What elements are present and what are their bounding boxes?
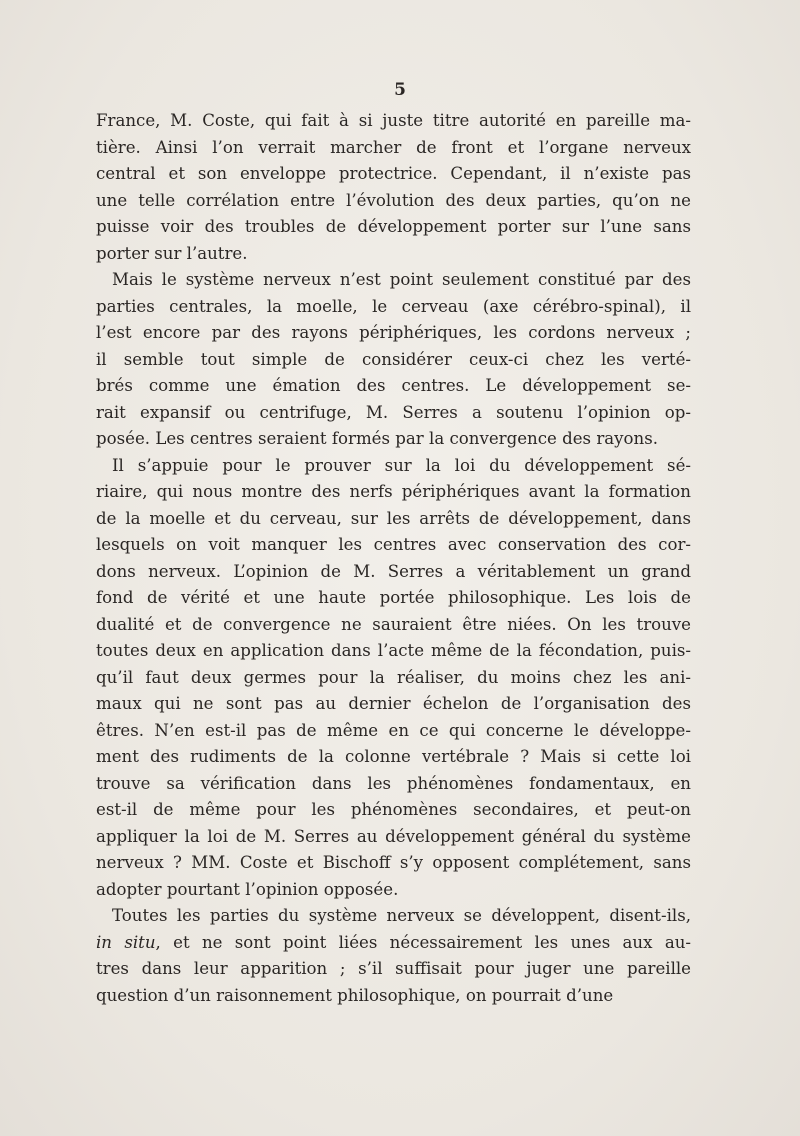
body-text (96, 108, 691, 1009)
text-line: lesquels on voit manquer les centres avec conservation des cor- (96, 535, 691, 554)
text-line: l’est encore par des rayons périphériques, les cordons nerveux ; (96, 323, 691, 342)
text-line: trouve sa vérification dans les phénomènes fondamentaux, en (96, 773, 691, 793)
text-line: adopter pourtant l’opinion opposée. (96, 879, 399, 899)
text-line: tière. Ainsi l’on verrait marcher de front et l’organe nerveux (96, 137, 691, 157)
text-line: dons nerveux. L’opinion de M. Serres a véritablement un grand (96, 561, 691, 581)
text-line: une telle corrélation entre l’évolution des deux parties, qu’on ne (96, 190, 691, 210)
text-line: de la moelle et du cerveau, sur les arrêts de développement, dans (96, 508, 691, 528)
text-line: parties centrales, la moelle, le cerveau (axe cérébro-spinal), il (96, 296, 691, 316)
text-line: appliquer la loi de M. Serres au développement général du système (96, 826, 691, 846)
text-line: Il s’appuie pour le prouver sur la loi du développement sé- (112, 455, 691, 475)
text-line: fond de vérité et une haute portée philosophique. Les lois de (96, 588, 691, 607)
text-line: Mais le système nerveux n’est point seulement constitué par des (112, 270, 691, 289)
text-line: maux qui ne sont pas au dernier échelon de l’organisation des (96, 694, 691, 713)
text-line: riaire, qui nous montre des nerfs périphériques avant la formation (96, 482, 691, 501)
text-line: central et son enveloppe protectrice. Cependant, il n’existe pas (96, 164, 691, 183)
text-line: in situ, et ne sont point liées nécessairement les unes aux au- (96, 932, 692, 952)
text-line: puisse voir des troubles de développement porter sur l’une sans (96, 217, 691, 236)
text-line: tres dans leur apparition ; s’il suffisait pour juger une pareille (96, 959, 691, 978)
text-line: France, M. Coste, qui fait à si juste titre autorité en pareille ma- (96, 111, 691, 130)
text-line: porter sur l’autre. (96, 243, 248, 263)
text-line: rait expansif ou centrifuge, M. Serres a soutenu l’opinion op- (96, 402, 691, 422)
text-line: qu’il faut deux germes pour la réaliser, du moins chez les ani- (96, 667, 691, 687)
page-number: 5 (394, 80, 406, 100)
text-line: ment des rudiments de la colonne vertébrale ? Mais si cette loi (96, 747, 691, 766)
text-line: toutes deux en application dans l’acte même de la fécondation, puis- (96, 641, 691, 660)
text-line: posée. Les centres seraient formés par la convergence des rayons. (96, 429, 658, 448)
text-line: question d’un raisonnement philosophique, on pourrait d’une (96, 985, 614, 1005)
text-line: êtres. N’en est-il pas de même en ce qui concerne le développe- (96, 720, 691, 740)
text-line: Toutes les parties du système nerveux se développent, disent-ils, (112, 906, 691, 925)
text-line: nerveux ? MM. Coste et Bischoff s’y opposent complétement, sans (96, 853, 691, 872)
text-line: brés comme une émation des centres. Le développement se- (96, 376, 691, 395)
text-line: dualité et de convergence ne sauraient être niées. On les trouve (96, 614, 691, 634)
text-line: est-il de même pour les phénomènes secondaires, et peut-on (96, 800, 691, 819)
text-line: il semble tout simple de considérer ceux-ci chez les verté- (96, 349, 691, 369)
